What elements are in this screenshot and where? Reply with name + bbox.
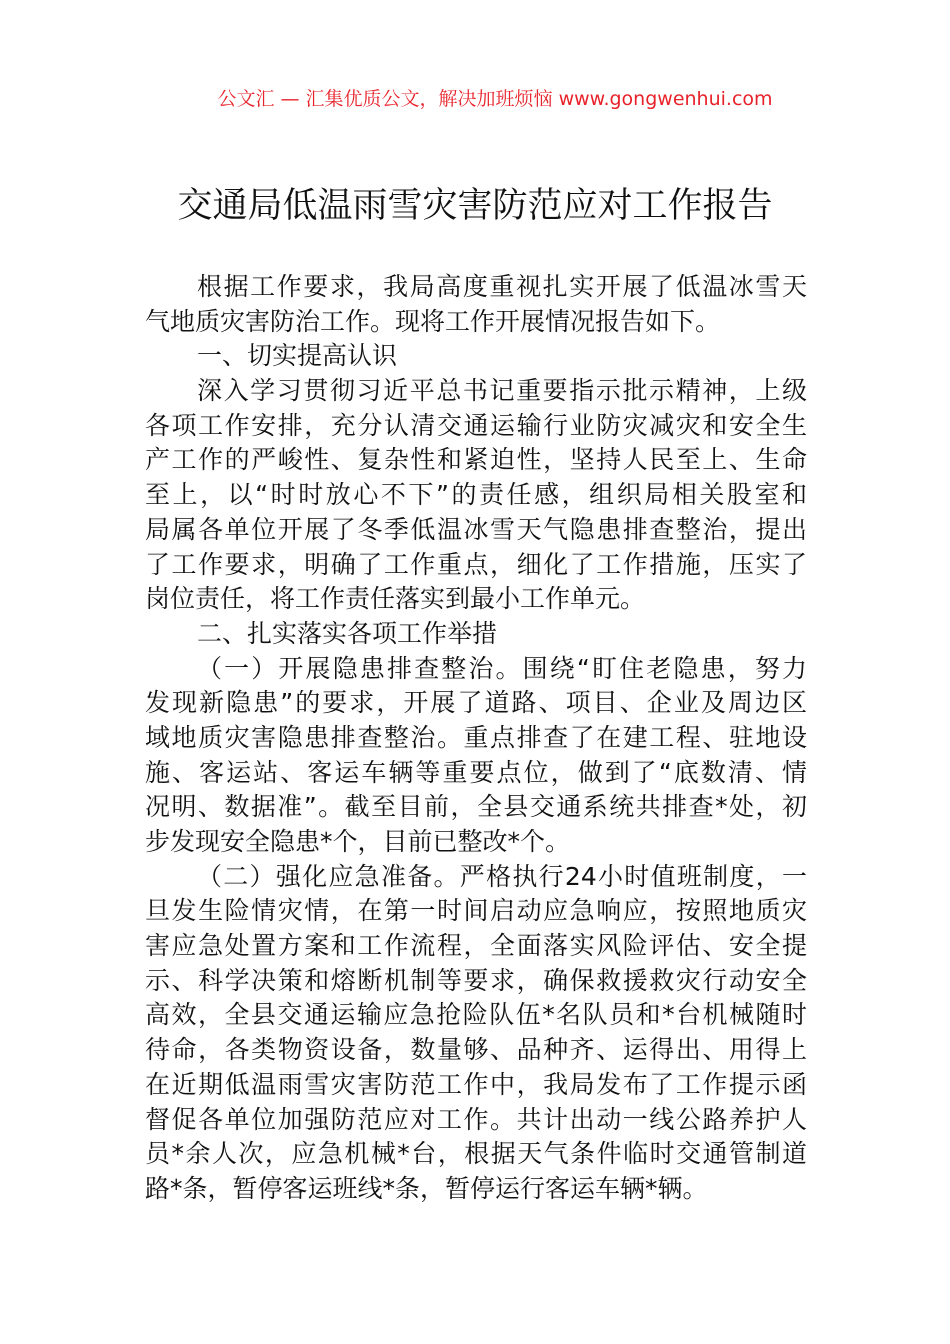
paragraph [145,270,807,339]
text-line: 了工作要求，明确了工作重点，细化了工作措施，压实了 [145,549,807,579]
text-line: 各项工作安排，充分认清交通运输行业防灾减灾和安全生 [145,410,807,440]
text-line: 高效，全县交通运输应急抢险队伍*名队员和*台机械随时 [145,1000,807,1030]
text-line: 路*条，暂停客运班线*条，暂停运行客运车辆*辆。 [145,1173,708,1203]
text-line: 发现新隐患”的要求，开展了道路、项目、企业及周边区 [145,688,807,718]
text-line: 产工作的严峻性、复杂性和紧迫性，坚持人民至上、生命 [145,445,807,475]
text-line: 示、科学决策和熔断机制等要求，确保救援救灾行动安全 [145,965,807,995]
text-line: 深入学习贯彻习近平总书记重要指示批示精神，上级 [197,376,807,406]
text-line: 旦发生险情灾情，在第一时间启动应急响应，按照地质灾 [145,896,807,926]
site-banner: 公文汇 — 汇集优质公文，解决加班烦恼 www.gongwenhui.com [217,88,773,110]
document-body [145,270,807,1207]
text-line: 在近期低温雨雪灾害防范工作中，我局发布了工作提示函 [145,1069,807,1099]
text-line: 根据工作要求，我局高度重视扎实开展了低温冰雪天 [197,272,807,301]
text-line: 施、客运站、客运车辆等重要点位，做到了“底数清、情 [145,757,807,787]
text-line: 岗位责任，将工作责任落实到最小工作单元。 [145,584,646,614]
paragraph [145,374,807,617]
text-line: （二）强化应急准备。严格执行24小时值班制度，一 [197,861,807,891]
paragraph [145,652,807,860]
section-heading [145,617,807,652]
document-title: 交通局低温雨雪灾害防范应对工作报告 [177,186,773,226]
text-line: 一、切实提高认识 [197,341,398,371]
text-line: 步发现安全隐患*个，目前已整改*个。 [145,827,571,856]
text-line: 害应急处置方案和工作流程，全面落实风险评估、安全提 [145,931,807,961]
text-line: 督促各单位加强防范应对工作。共计出动一线公路养护人 [145,1104,807,1134]
text-line: 员*余人次，应急机械*台，根据天气条件临时交通管制道 [145,1139,807,1169]
text-line: 况明、数据准”。截至目前，全县交通系统共排查*处，初 [145,792,807,822]
text-line: 局属各单位开展了冬季低温冰雪天气隐患排查整治，提出 [145,514,807,544]
section-heading [145,339,807,374]
paragraph [145,860,807,1207]
text-line: 待命，各类物资设备，数量够、品种齐、运得出、用得上 [145,1035,807,1065]
text-line: 至上，以“时时放心不下”的责任感，组织局相关股室和 [145,480,807,510]
text-line: （一）开展隐患排查整治。围绕“盯住老隐患，努力 [197,653,807,683]
text-line: 二、扎实落实各项工作举措 [197,618,498,648]
text-line: 气地质灾害防治工作。现将工作开展情况报告如下。 [145,306,721,336]
text-line: 域地质灾害隐患排查整治。重点排查了在建工程、驻地设 [145,722,807,752]
